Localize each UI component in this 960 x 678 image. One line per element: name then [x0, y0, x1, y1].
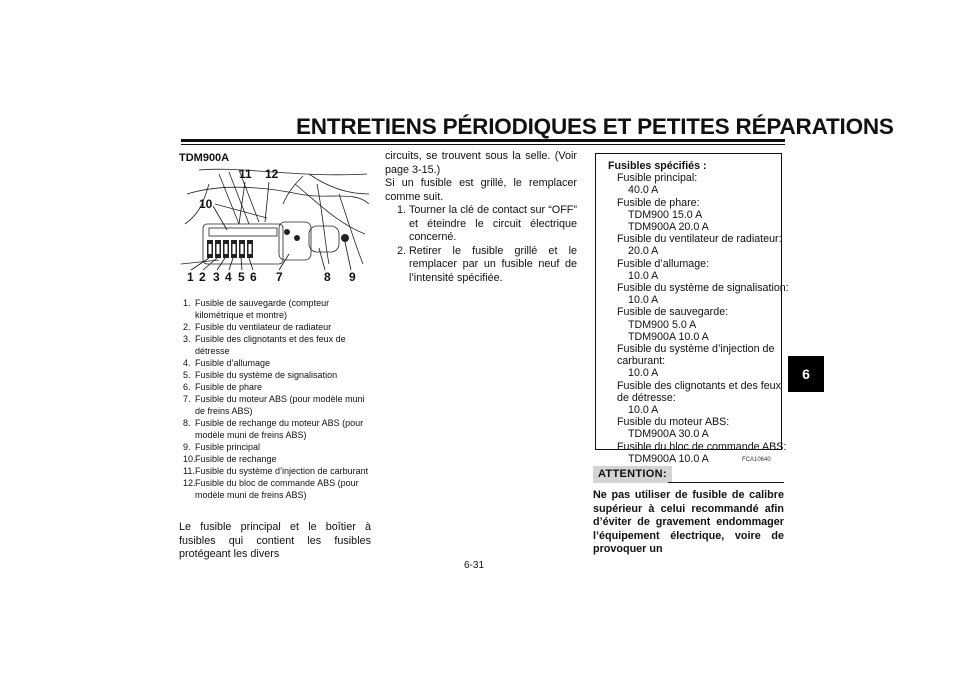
spec-line: Fusible du ventilateur de radiateur: — [617, 233, 782, 246]
callout-6: 6 — [250, 270, 257, 284]
callout-9: 9 — [349, 270, 356, 284]
step-item: 1. Tourner la clé de contact sur “OFF” et éteindre le circuit électrique concerné. — [397, 204, 577, 243]
callout-12: 12 — [265, 167, 279, 181]
spec-line: carburant: — [617, 355, 666, 368]
chapter-tab: 6 — [788, 356, 824, 392]
figure-model-label: TDM900A — [179, 152, 230, 164]
spec-line: Fusible du moteur ABS: — [617, 416, 730, 429]
caution-code: FCA10640 — [742, 457, 771, 463]
spec-line: Fusible des clignotants et des feux — [617, 379, 781, 392]
legend-item: 5. Fusible du système de signalisation — [183, 370, 338, 380]
page-title: ENTRETIENS PÉRIODIQUES ET PETITES RÉPARATIONS — [296, 114, 894, 139]
figure-legend — [183, 297, 375, 501]
callout-5: 5 — [238, 270, 245, 284]
legend-item: 10. Fusible de rechange — [183, 454, 277, 464]
legend-item: 12. Fusible du bloc de commande ABS (pour modèle muni de freins ABS) — [183, 478, 359, 500]
spec-line: 10.0 A — [628, 269, 659, 282]
legend-item: 4. Fusible d’allumage — [183, 358, 271, 368]
callout-3: 3 — [213, 270, 220, 284]
middle-column — [385, 150, 577, 285]
page-number: 6-31 — [464, 560, 485, 571]
title-rule-thin — [181, 144, 785, 145]
legend-item: 9. Fusible principal — [183, 442, 261, 452]
step-item: 2. Retirer le fusible grillé et le remplacer par un fusible neuf de l’intensité spécifiée. — [397, 244, 577, 284]
legend-item: 7. Fusible du moteur ABS (pour modèle muni de freins ABS) — [183, 394, 365, 416]
callout-1: 1 — [187, 270, 194, 284]
spec-line: Fusible de sauvegarde: — [617, 306, 729, 319]
callout-2: 2 — [199, 270, 206, 284]
callout-8: 8 — [324, 270, 331, 284]
legend-item: 8. Fusible de rechange du moteur ABS (pour modèle muni de freins ABS) — [183, 418, 364, 440]
legend-item: 6. Fusible de phare — [183, 382, 263, 392]
spec-lines — [608, 172, 789, 465]
middle-paragraph-2: Si un fusible est grillé, le remplacer comme suit. — [385, 177, 577, 203]
spec-line: 20.0 A — [628, 245, 659, 258]
legend-item: 1. Fusible de sauvegarde (compteur kilométrique et montre) — [183, 298, 330, 320]
attention-label: ATTENTION: — [593, 466, 672, 483]
spec-line: 10.0 A — [628, 367, 659, 380]
spec-line: TDM900A 30.0 A — [628, 428, 709, 441]
left-paragraph: Le fusible principal et le boîtier à fusibles qui contient les fusibles protégeant les divers — [179, 521, 371, 560]
spec-line: Fusible du système d’injection de — [617, 343, 775, 356]
spec-title: Fusibles spécifiés : — [608, 160, 707, 172]
callout-11: 11 — [239, 167, 252, 181]
attention-rule — [668, 482, 784, 483]
legend-item: 2. Fusible du ventilateur de radiateur — [183, 322, 332, 332]
spec-line: TDM900 15.0 A — [628, 208, 703, 221]
spec-line: TDM900A 10.0 A — [628, 330, 709, 343]
spec-line: TDM900A 10.0 A — [628, 452, 709, 465]
fuse-box-figure — [179, 164, 371, 288]
spec-line: Fusible principal: — [617, 172, 698, 185]
spec-line: 10.0 A — [628, 294, 659, 307]
spec-line: de détresse: — [617, 391, 676, 404]
spec-line: 40.0 A — [628, 184, 659, 197]
spec-line: Fusible du bloc de commande ABS: — [617, 440, 787, 453]
spec-line: TDM900 5.0 A — [628, 318, 697, 331]
spec-line: TDM900A 20.0 A — [628, 221, 709, 234]
spec-line: Fusible d’allumage: — [617, 257, 710, 270]
spec-line: 10.0 A — [628, 404, 659, 417]
middle-paragraph-1: circuits, se trouvent sous la selle. (Voir page 3-15.) — [385, 150, 577, 176]
callout-7: 7 — [276, 270, 283, 284]
legend-item: 3. Fusible des clignotants et des feux de détresse — [183, 334, 346, 356]
spec-line: Fusible du système de signalisation: — [617, 282, 789, 295]
title-rule — [181, 139, 785, 142]
attention-text: Ne pas utiliser de fusible de calibre supérieur à celui recommandé afin d’éviter de gravement endommager l’équipement électrique, voire de provoquer un — [593, 489, 784, 555]
legend-item: 11. Fusible du système d’injection de carburant — [183, 466, 369, 476]
callout-4: 4 — [225, 270, 232, 284]
spec-line: Fusible de phare: — [617, 196, 700, 209]
callout-10: 10 — [199, 197, 213, 211]
